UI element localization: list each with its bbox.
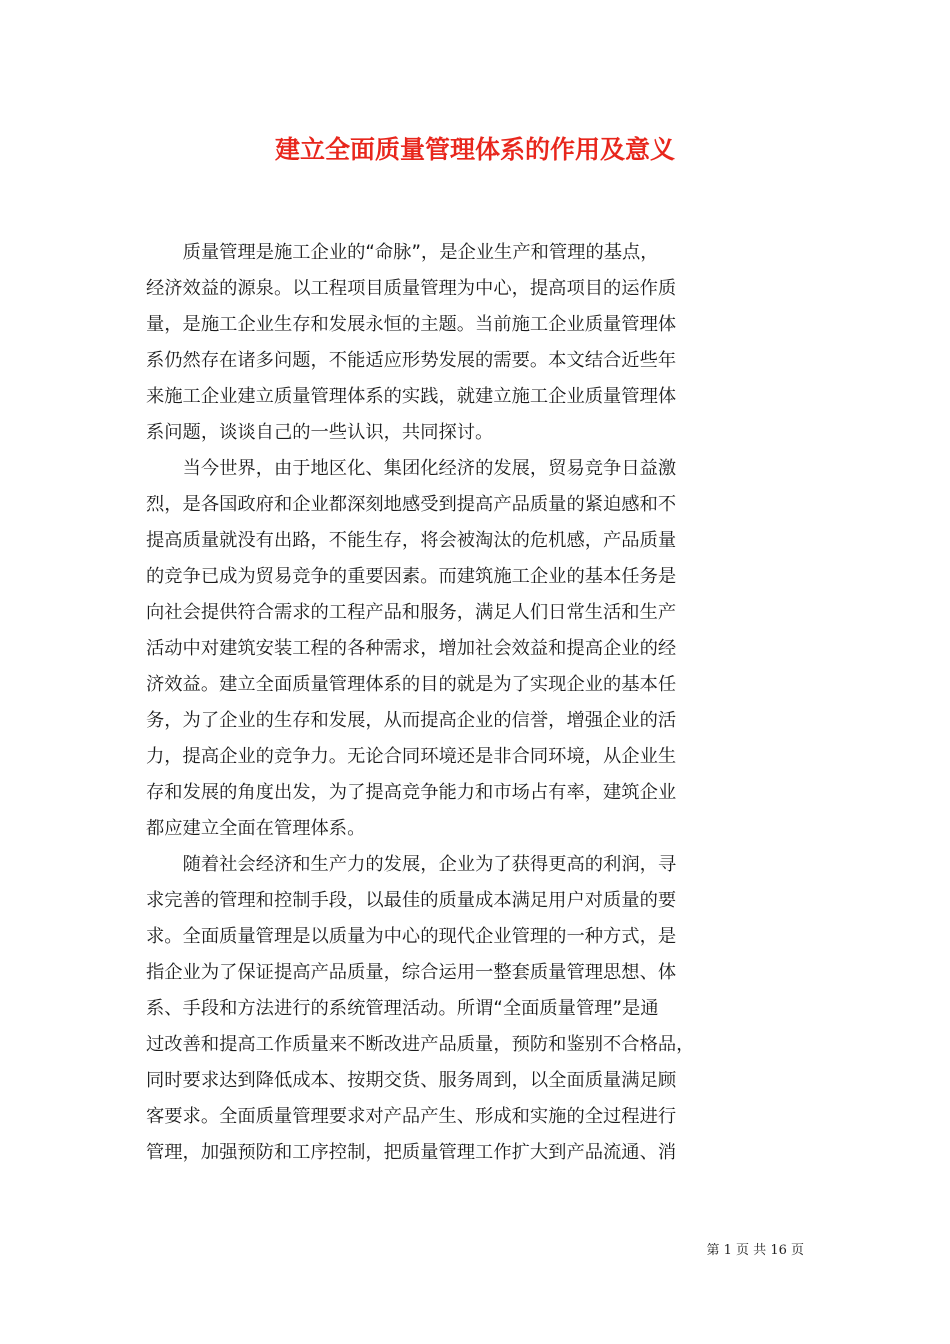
text-line: 来施工企业建立质量管理体系的实践，就建立施工企业质量管理体 xyxy=(146,386,677,407)
text-line: 都应建立全面在管理体系。 xyxy=(146,818,366,839)
text-line: 经济效益的源泉。以工程项目质量管理为中心，提高项目的运作质 xyxy=(146,278,677,299)
text-line: 随着社会经济和生产力的发展，企业为了获得更高的利润，寻 xyxy=(182,854,677,875)
text-line: 指企业为了保证提高产品质量，综合运用一整套质量管理思想、体 xyxy=(146,962,677,983)
text-line: 系问题，谈谈自己的一些认识，共同探讨。 xyxy=(146,422,494,443)
text-line: 量，是施工企业生存和发展永恒的主题。当前施工企业质量管理体 xyxy=(146,314,677,335)
document-body xyxy=(146,235,806,1171)
text-line: 管理，加强预防和工序控制，把质量管理工作扩大到产品流通、消 xyxy=(146,1142,677,1163)
paragraph xyxy=(146,451,806,847)
text-line: 系、手段和方法进行的系统管理活动。所谓“全面质量管理”是通 xyxy=(146,998,659,1019)
text-line: 向社会提供符合需求的工程产品和服务，满足人们日常生活和生产 xyxy=(146,602,677,623)
text-line: 烈，是各国政府和企业都深刻地感受到提高产品质量的紧迫感和不 xyxy=(146,494,677,515)
text-line: 当今世界，由于地区化、集团化经济的发展，贸易竞争日益激 xyxy=(182,458,677,479)
page-number: 第 1 页 共 16 页 xyxy=(706,1243,804,1258)
paragraph xyxy=(146,847,806,1171)
text-line: 力，提高企业的竞争力。无论合同环境还是非合同环境，从企业生 xyxy=(146,746,677,767)
text-line: 提高质量就没有出路，不能生存，将会被淘汰的危机感，产品质量 xyxy=(146,530,677,551)
text-line: 求完善的管理和控制手段，以最佳的质量成本满足用户对质量的要 xyxy=(146,890,677,911)
text-line: 求。全面质量管理是以质量为中心的现代企业管理的一种方式，是 xyxy=(146,926,677,947)
text-line: 务，为了企业的生存和发展，从而提高企业的信誉，增强企业的活 xyxy=(146,710,677,731)
text-line: 存和发展的角度出发，为了提高竞争能力和市场占有率，建筑企业 xyxy=(146,782,677,803)
text-line: 客要求。全面质量管理要求对产品产生、形成和实施的全过程进行 xyxy=(146,1106,677,1127)
text-line: 同时要求达到降低成本、按期交货、服务周到，以全面质量满足顾 xyxy=(146,1070,677,1091)
page-title: 建立全面质量管理体系的作用及意义 xyxy=(274,135,675,164)
text-line: 济效益。建立全面质量管理体系的目的就是为了实现企业的基本任 xyxy=(146,674,677,695)
text-line: 过改善和提高工作质量来不断改进产品质量，预防和鉴别不合格品， xyxy=(146,1034,695,1055)
text-line: 的竞争已成为贸易竞争的重要因素。而建筑施工企业的基本任务是 xyxy=(146,566,677,587)
paragraph xyxy=(146,235,806,451)
text-line: 活动中对建筑安装工程的各种需求，增加社会效益和提高企业的经 xyxy=(146,638,677,659)
text-line: 质量管理是施工企业的“命脉”，是企业生产和管理的基点， xyxy=(182,242,659,263)
text-line: 系仍然存在诸多问题，不能适应形势发展的需要。本文结合近些年 xyxy=(146,350,677,371)
